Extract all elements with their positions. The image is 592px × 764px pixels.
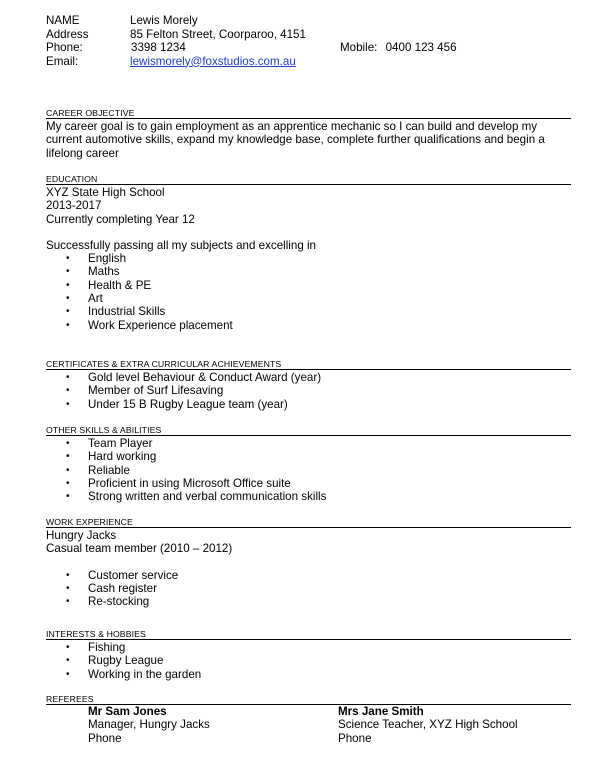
email-link[interactable]: lewismorely@foxstudios.com.au: [130, 54, 296, 68]
work-experience-heading: WORK EXPERIENCE: [46, 517, 571, 528]
referees-section: [46, 694, 571, 758]
referees-heading: REFEREES: [46, 694, 571, 705]
list-item: • Art: [46, 292, 571, 305]
list-item: • Industrial Skills: [46, 305, 571, 318]
name-value: Lewis Morely: [130, 14, 198, 27]
list-item: • Team Player: [46, 437, 571, 450]
list-item: • Work Experience placement: [46, 319, 571, 332]
interests-list: [46, 641, 571, 681]
list-item: • Re-stocking: [46, 595, 571, 608]
work-experience-section: [46, 517, 571, 608]
education-school: XYZ State High School: [46, 186, 165, 199]
phone-label: Phone:: [46, 41, 83, 54]
list-item: • Customer service: [46, 569, 571, 582]
mobile-value: 0400 123 456: [385, 41, 457, 54]
education-status: Currently completing Year 12: [46, 212, 195, 226]
list-item: • Under 15 B Rugby League team (year): [46, 398, 571, 411]
mobile-label: Mobile:: [340, 41, 378, 54]
email-row: [46, 55, 571, 69]
work-role: Casual team member (2010 – 2012): [46, 542, 233, 556]
contact-header: [46, 14, 571, 68]
resume-page: [46, 14, 571, 745]
referee-2-phone: Phone: [338, 731, 372, 745]
interests-section: [46, 629, 571, 681]
list-item: • Health & PE: [46, 279, 571, 292]
career-objective-heading: CAREER OBJECTIVE: [46, 108, 571, 119]
name-label: NAME: [46, 14, 80, 27]
list-item: • English: [46, 252, 571, 265]
interests-heading: INTERESTS & HOBBIES: [46, 629, 571, 640]
referee-1-title: Manager, Hungry Jacks: [88, 718, 210, 732]
education-intro: Successfully passing all my subjects and excelling in: [46, 238, 317, 252]
address-row: [46, 28, 571, 42]
phone-value: 3398 1234: [131, 41, 186, 54]
skills-heading: OTHER SKILLS & ABILITIES: [46, 425, 571, 436]
address-label: Address: [46, 27, 89, 41]
certificates-section: [46, 359, 571, 411]
list-item: • Reliable: [46, 464, 571, 477]
email-label: Email:: [46, 54, 79, 68]
list-item: • Cash register: [46, 582, 571, 595]
skills-section: [46, 425, 571, 503]
referee-2-title: Science Teacher, XYZ High School: [338, 718, 518, 732]
subjects-list: [46, 252, 571, 332]
education-years: 2013-2017: [46, 199, 102, 213]
work-employer: Hungry Jacks: [46, 529, 117, 542]
referee-1-phone: Phone: [88, 731, 122, 745]
certificates-heading: CERTIFICATES & EXTRA CURRICULAR ACHIEVEMENTS: [46, 359, 571, 370]
list-item: • Fishing: [46, 641, 571, 654]
referee-1: [88, 705, 210, 745]
list-item: • Rugby League: [46, 654, 571, 667]
phone-row: [46, 41, 571, 55]
education-heading: EDUCATION: [46, 174, 571, 185]
list-item: • Proficient in using Microsoft Office suite: [46, 477, 571, 490]
referee-1-name: Mr Sam Jones: [88, 705, 167, 718]
name-row: [46, 14, 571, 28]
list-item: • Member of Surf Lifesaving: [46, 384, 571, 397]
work-duties-list: [46, 569, 571, 609]
list-item: • Hard working: [46, 450, 571, 463]
list-item: • Strong written and verbal communication skills: [46, 490, 571, 503]
list-item: • Gold level Behaviour & Conduct Award (year): [46, 371, 571, 384]
referee-2-name: Mrs Jane Smith: [338, 705, 424, 718]
address-value: 85 Felton Street, Coorparoo, 4151: [130, 27, 306, 41]
career-objective-text: My career goal is to gain employment as an apprentice mechanic so I can build and develop my current automotive skills, expand my knowledge base, complete further qualifications and begin a lifelong career: [46, 120, 545, 160]
skills-list: [46, 437, 571, 503]
referee-2: [338, 705, 518, 745]
list-item: • Maths: [46, 265, 571, 278]
education-section: [46, 174, 571, 332]
career-objective-section: [46, 108, 571, 160]
certificates-list: [46, 371, 571, 411]
list-item: • Working in the garden: [46, 668, 571, 681]
